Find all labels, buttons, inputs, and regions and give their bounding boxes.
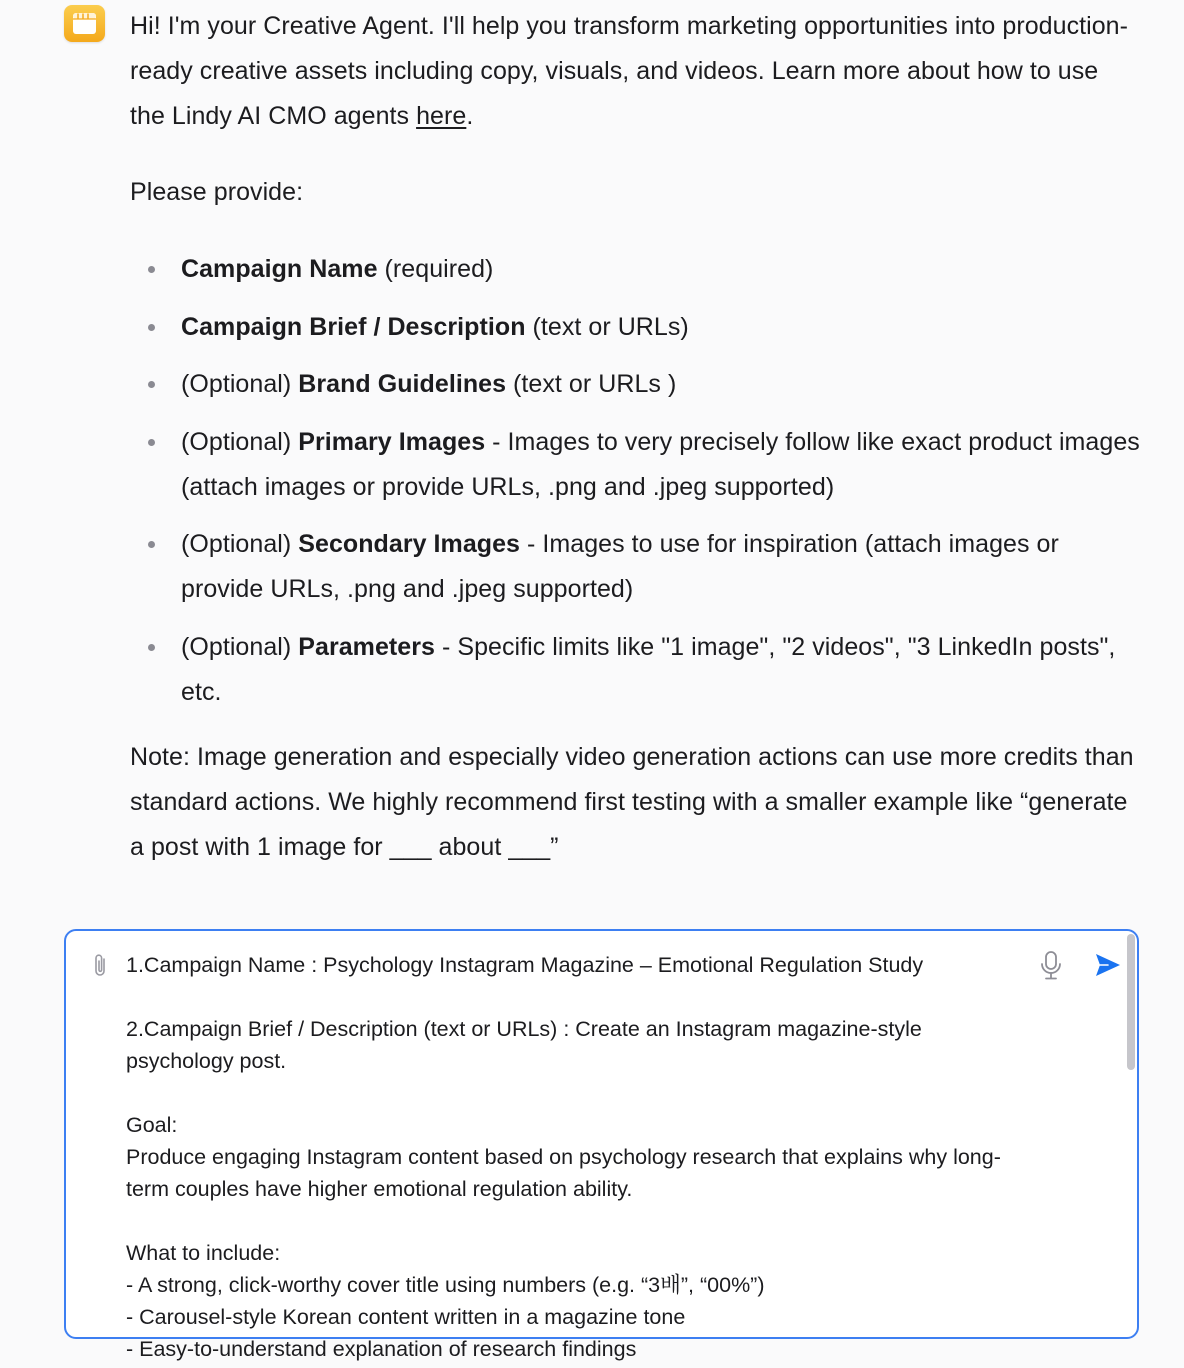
- composer-input[interactable]: 1.Campaign Name : Psychology Instagram Magazine – Emotional Regulation Study 2.Campaign Brief / Description (text or URLs) : Create an Instagram magazine-style psychology post. Goal: Produce engaging Instagram content based on psychology research that explains why long-term couples have higher emotional regulation ability. What to include: - A strong, click-worthy cover title using numbers (e.g. “3배”, “00%”) - Carousel-style Korean content written in a magazine tone - Easy-to-understand explanation of research findings: [126, 953, 1001, 1361]
- message-composer[interactable]: [64, 929, 1139, 1361]
- bullet-icon: [148, 439, 155, 446]
- item-description: (text or URLs ): [506, 370, 677, 398]
- bullet-icon: [148, 541, 155, 548]
- bullet-icon: [148, 266, 155, 273]
- requirements-list: [130, 247, 1140, 715]
- item-description: - Specific limits like "1 image", "2 videos", "3 LinkedIn posts", etc.: [181, 632, 1116, 706]
- list-item: [130, 362, 1140, 407]
- item-title: Parameters: [298, 632, 435, 661]
- item-title: Brand Guidelines: [298, 370, 507, 398]
- agent-message: [130, 4, 1140, 870]
- note-paragraph: Note: Image generation and especially video generation actions can use more credits than standard actions. We highly recommend first testing with a smaller example like “generate a post with 1 image for ___ about ___”: [130, 742, 1134, 861]
- agent-avatar: [64, 5, 105, 42]
- item-prefix: (Optional): [181, 632, 299, 661]
- list-item: [130, 420, 1140, 510]
- item-title: Secondary Images: [298, 530, 521, 558]
- item-description: (required): [377, 255, 494, 283]
- list-item: [130, 305, 1140, 350]
- list-item: [130, 522, 1140, 612]
- please-provide-label: Please provide:: [130, 178, 304, 206]
- intro-end: .: [466, 102, 474, 130]
- learn-more-link[interactable]: here: [416, 102, 467, 130]
- item-description: - Images to very precisely follow like exact product images (attach images or provide URLs, .png and .jpeg supported): [181, 427, 1140, 501]
- item-prefix: (Optional): [181, 530, 299, 558]
- intro-text: Hi! I'm your Creative Agent. I'll help you transform marketing opportunities into production-ready creative assets including copy, visuals, and videos. Learn more about how to use the Lindy AI CMO agents: [130, 12, 1128, 130]
- composer-scrollbar[interactable]: [1127, 934, 1135, 1070]
- paperclip-icon[interactable]: [90, 953, 112, 979]
- item-description: (text or URLs): [525, 312, 689, 341]
- item-prefix: (Optional): [181, 427, 299, 456]
- send-icon[interactable]: [1094, 951, 1122, 979]
- microphone-icon[interactable]: [1039, 950, 1063, 982]
- item-title: Primary Images: [298, 427, 486, 456]
- item-title: Campaign Brief / Description: [181, 312, 526, 341]
- list-item: [130, 625, 1140, 715]
- list-item: [130, 247, 1140, 292]
- bullet-icon: [148, 644, 155, 651]
- item-prefix: (Optional): [181, 370, 299, 398]
- clapperboard-icon: [72, 12, 97, 35]
- bullet-icon: [148, 381, 155, 388]
- item-title: Campaign Name: [181, 255, 378, 283]
- intro-paragraph: [130, 4, 1140, 139]
- bullet-icon: [148, 324, 155, 331]
- item-description: - Images to use for inspiration (attach images or provide URLs, .png and .jpeg supported): [181, 530, 1059, 603]
